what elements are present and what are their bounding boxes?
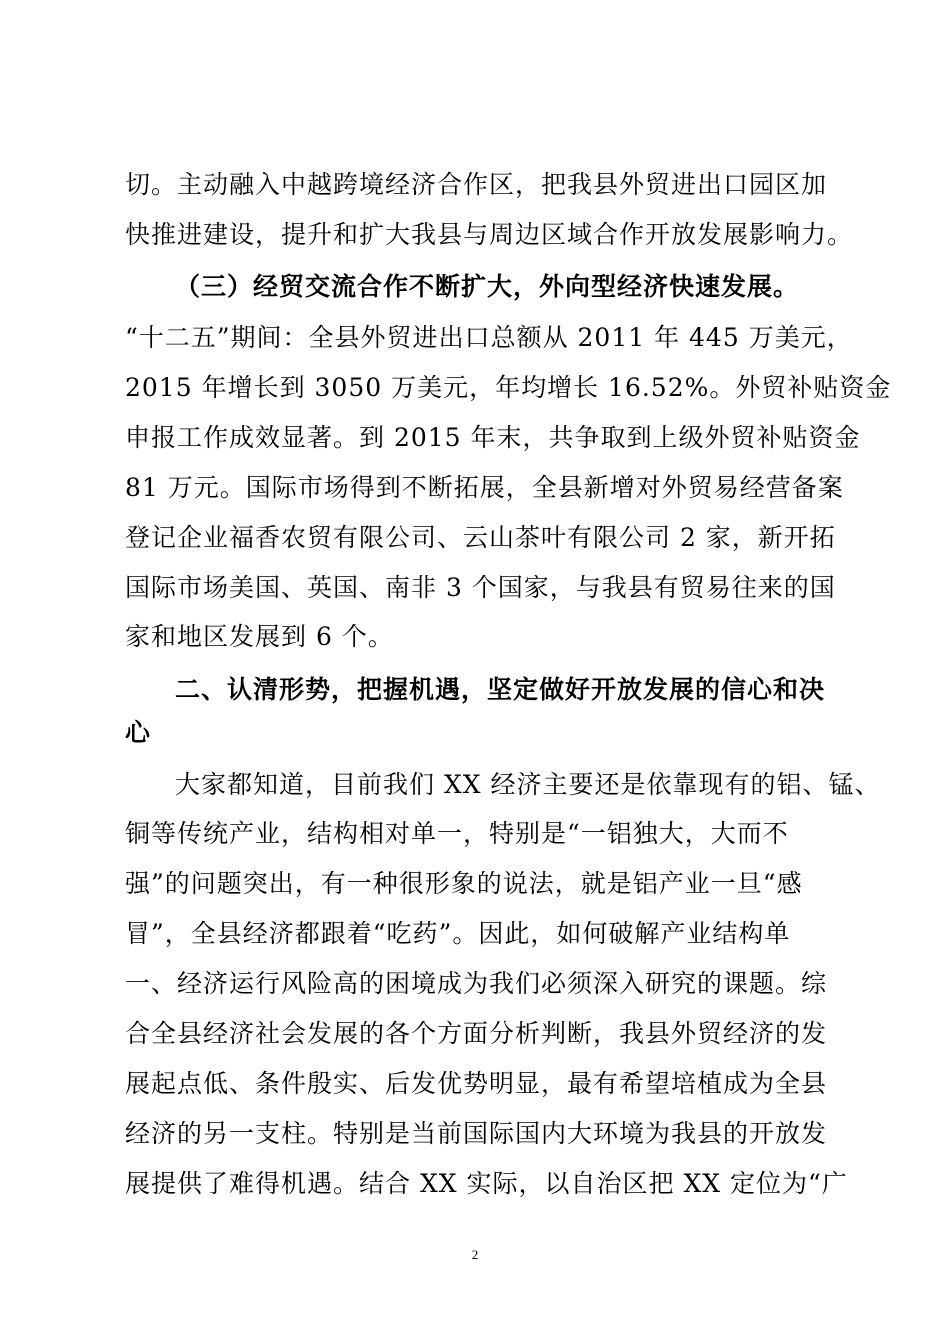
page-number: 2 — [471, 1247, 479, 1262]
body-text-line: 冒”，全县经济都跟着“吃药”。因此，如何破解产业结构单 — [125, 919, 791, 948]
body-text-line: 铜等传统产业，结构相对单一，特别是“一铝独大，大而不 — [125, 819, 789, 848]
body-text-line: 强”的问题突出，有一种很形象的说法，就是铝产业一旦“感 — [125, 869, 803, 898]
body-text-line: 切。主动融入中越跨境经济合作区，把我县外贸进出口园区加 — [125, 170, 828, 199]
body-text-line: 合全县经济社会发展的各个方面分析判断，我县外贸经济的发 — [125, 1019, 828, 1048]
body-text-line: 展提供了难得机遇。结合 XX 实际，以自治区把 XX 定位为“广 — [125, 1169, 848, 1198]
body-text-line: 2015 年增长到 3050 万美元，年均增长 16.52%。外贸补贴资金 — [125, 373, 892, 402]
body-text-line: “十二五”期间：全县外贸进出口总额从 2011 年 445 万美元， — [125, 323, 853, 352]
chapter-heading-continued: 心 — [125, 718, 152, 747]
body-text-line: 家和地区发展到 6 个。 — [125, 622, 394, 651]
body-text-line: 国际市场美国、英国、南非 3 个国家，与我县有贸易往来的国 — [125, 573, 836, 602]
body-text-line: 大家都知道，目前我们 XX 经济主要还是依靠现有的铝、锰、 — [175, 770, 881, 799]
body-text-line: 81 万元。国际市场得到不断拓展，全县新增对外贸易经营备案 — [125, 473, 844, 502]
body-text-line: 经济的另一支柱。特别是当前国际国内大环境为我县的开放发 — [125, 1119, 828, 1148]
body-text-line: 登记企业福香农贸有限公司、云山茶叶有限公司 2 家，新开拓 — [125, 523, 836, 552]
body-text-line: 一、经济运行风险高的困境成为我们必须深入研究的课题。综 — [125, 969, 828, 998]
chapter-heading: 二、认清形势，把握机遇，坚定做好开放发展的信心和决 — [175, 675, 826, 704]
body-text-line: 展起点低、条件殷实、后发优势明显，最有希望培植成为全县 — [125, 1069, 828, 1098]
section-heading: （三）经贸交流合作不断扩大，外向型经济快速发展。 — [175, 272, 800, 301]
body-text-line: 快推进建设，提升和扩大我县与周边区域合作开放发展影响力。 — [125, 220, 854, 249]
body-text-line: 申报工作成效显著。到 2015 年末，共争取到上级外贸补贴资金 — [125, 423, 861, 452]
